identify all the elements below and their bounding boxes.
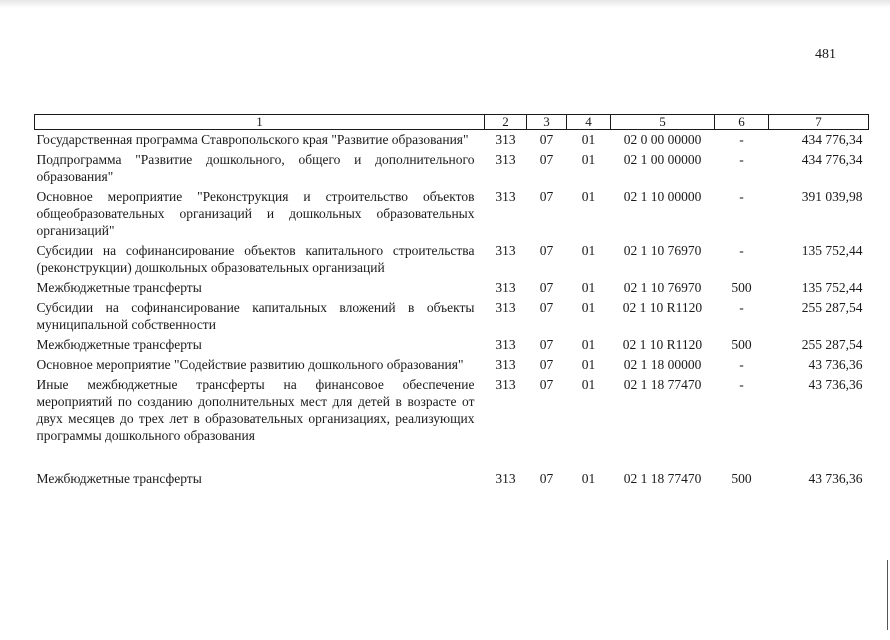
row-expense-type-cell: - bbox=[739, 189, 744, 204]
row-target-cell: 02 1 00 00000 bbox=[623, 152, 702, 167]
table-row bbox=[35, 446, 869, 489]
row-amount-cell: 255 287,54 bbox=[801, 337, 863, 352]
row-name-cell: Государственная программа Ставропольского края "Развитие образования" bbox=[36, 132, 469, 147]
row-amount-cell: 43 736,36 bbox=[808, 357, 863, 372]
row-expense-type-cell: - bbox=[739, 132, 744, 147]
row-subsection-cell: 01 bbox=[581, 132, 596, 147]
row-subsection-cell: 01 bbox=[581, 357, 596, 372]
column-header: 3 bbox=[527, 115, 567, 130]
scan-edge-line bbox=[887, 560, 888, 630]
row-code-cell: 313 bbox=[495, 300, 516, 315]
row-expense-type-cell: 500 bbox=[731, 471, 752, 486]
row-expense-type-cell: 500 bbox=[731, 280, 752, 295]
table-row bbox=[35, 355, 869, 375]
row-code-cell: 313 bbox=[495, 337, 516, 352]
row-section-cell: 07 bbox=[539, 357, 554, 372]
row-subsection-cell: 01 bbox=[581, 471, 596, 486]
table-row bbox=[35, 298, 869, 335]
row-name-cell: Основное мероприятие "Реконструкция и строительство объектов общеобразовательных организаций и дошкольных образовательных организаций" bbox=[36, 189, 475, 238]
row-expense-type-cell: 500 bbox=[731, 337, 752, 352]
row-name-cell: Субсидии на софинансирование капитальных вложений в объекты муниципальной собственности bbox=[36, 300, 475, 332]
column-header: 4 bbox=[567, 115, 611, 130]
table-header-row bbox=[35, 115, 869, 130]
page-number: 481 bbox=[815, 47, 836, 62]
row-target-cell: 02 1 10 00000 bbox=[623, 189, 702, 204]
row-name-cell: Межбюджетные трансферты bbox=[36, 471, 202, 486]
row-code-cell: 313 bbox=[495, 132, 516, 147]
table-row bbox=[35, 150, 869, 187]
column-header: 5 bbox=[611, 115, 715, 130]
budget-table bbox=[34, 114, 869, 489]
row-name-cell: Субсидии на софинансирование объектов капитального строительства (реконструкции) дошкольных образовательных организаций bbox=[36, 243, 475, 275]
column-header: 6 bbox=[715, 115, 769, 130]
scan-top-edge bbox=[0, 0, 890, 8]
row-section-cell: 07 bbox=[539, 189, 554, 204]
row-section-cell: 07 bbox=[539, 243, 554, 258]
row-name-cell: Иные межбюджетные трансферты на финансовое обеспечение мероприятий по созданию дополнительных мест для детей в возрасте от двух месяцев до трех лет в образовательных организациях, реализующих программы дошкольного образования bbox=[36, 377, 475, 443]
row-target-cell: 02 1 10 R1120 bbox=[622, 337, 703, 352]
row-subsection-cell: 01 bbox=[581, 152, 596, 167]
row-expense-type-cell: - bbox=[739, 377, 744, 392]
row-target-cell: 02 1 10 76970 bbox=[623, 243, 702, 258]
row-name-cell: Подпрограмма "Развитие дошкольного, общего и дополнительного образования" bbox=[36, 152, 475, 184]
row-target-cell: 02 1 10 R1120 bbox=[622, 300, 703, 315]
table-row bbox=[35, 241, 869, 278]
row-code-cell: 313 bbox=[495, 152, 516, 167]
row-section-cell: 07 bbox=[539, 337, 554, 352]
column-header: 1 bbox=[35, 115, 485, 130]
row-code-cell: 313 bbox=[495, 189, 516, 204]
row-section-cell: 07 bbox=[539, 152, 554, 167]
row-section-cell: 07 bbox=[539, 132, 554, 147]
row-amount-cell: 255 287,54 bbox=[801, 300, 863, 315]
row-expense-type-cell: - bbox=[739, 357, 744, 372]
row-subsection-cell: 01 bbox=[581, 280, 596, 295]
row-target-cell: 02 0 00 00000 bbox=[623, 132, 702, 147]
row-expense-type-cell: - bbox=[739, 243, 744, 258]
table-row bbox=[35, 335, 869, 355]
row-section-cell: 07 bbox=[539, 300, 554, 315]
row-amount-cell: 434 776,34 bbox=[801, 152, 863, 167]
row-target-cell: 02 1 18 77470 bbox=[623, 471, 702, 486]
row-subsection-cell: 01 bbox=[581, 300, 596, 315]
table-row bbox=[35, 278, 869, 298]
column-header: 2 bbox=[485, 115, 527, 130]
row-code-cell: 313 bbox=[495, 377, 516, 392]
row-target-cell: 02 1 18 77470 bbox=[623, 377, 702, 392]
row-section-cell: 07 bbox=[539, 471, 554, 486]
table-row bbox=[35, 130, 869, 151]
row-code-cell: 313 bbox=[495, 471, 516, 486]
row-subsection-cell: 01 bbox=[581, 243, 596, 258]
row-code-cell: 313 bbox=[495, 357, 516, 372]
row-amount-cell: 391 039,98 bbox=[801, 189, 863, 204]
row-amount-cell: 135 752,44 bbox=[801, 243, 863, 258]
row-target-cell: 02 1 10 76970 bbox=[623, 280, 702, 295]
row-amount-cell: 135 752,44 bbox=[801, 280, 863, 295]
row-section-cell: 07 bbox=[539, 280, 554, 295]
column-header: 7 bbox=[769, 115, 869, 130]
row-target-cell: 02 1 18 00000 bbox=[623, 357, 702, 372]
row-section-cell: 07 bbox=[539, 377, 554, 392]
row-subsection-cell: 01 bbox=[581, 337, 596, 352]
row-name-cell: Основное мероприятие "Содействие развитию дошкольного образования" bbox=[36, 357, 464, 372]
row-code-cell: 313 bbox=[495, 243, 516, 258]
row-name-cell: Межбюджетные трансферты bbox=[36, 337, 202, 352]
row-subsection-cell: 01 bbox=[581, 189, 596, 204]
row-amount-cell: 43 736,36 bbox=[808, 377, 863, 392]
row-expense-type-cell: - bbox=[739, 300, 744, 315]
row-subsection-cell: 01 bbox=[581, 377, 596, 392]
row-amount-cell: 434 776,34 bbox=[801, 132, 863, 147]
row-amount-cell: 43 736,36 bbox=[808, 471, 863, 486]
row-code-cell: 313 bbox=[495, 280, 516, 295]
table-row bbox=[35, 375, 869, 446]
table-row bbox=[35, 187, 869, 241]
row-name-cell: Межбюджетные трансферты bbox=[36, 280, 202, 295]
row-expense-type-cell: - bbox=[739, 152, 744, 167]
